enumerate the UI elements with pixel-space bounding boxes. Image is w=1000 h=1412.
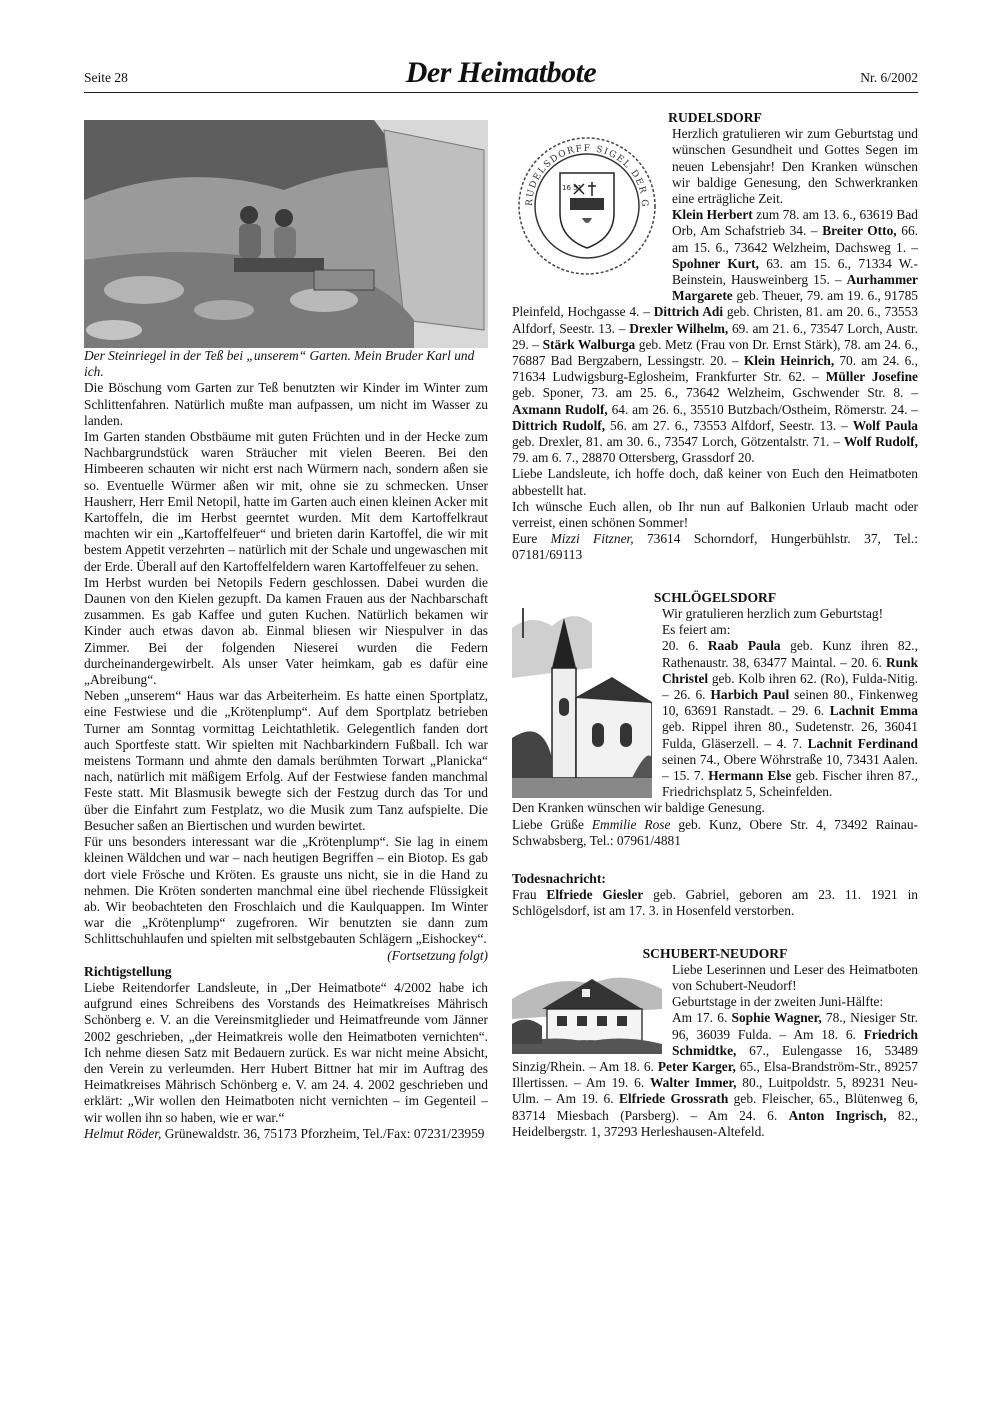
section-heading-schubert-neudorf: SCHUBERT-NEUDORF — [642, 945, 788, 961]
entry-text: geb. Theuer, 79. am 19. 6., 91785 Pleinfeld, Hochgasse 4. – — [512, 288, 918, 320]
person-name: Lachnit Emma — [829, 703, 918, 719]
seal-image — [512, 128, 662, 288]
entry-text: 65., Elsa-Brandström-Str., 89257 Illertissen. – Am 19. 6. — [512, 1058, 918, 1091]
person-name: Klein Heinrich, — [743, 353, 835, 369]
entry-text: geb. Kunz, Obere Str. 4, 73492 Rainau-Schwabsberg, Tel.: 07961/4881 — [512, 816, 918, 848]
photo-river-boys — [84, 120, 488, 348]
person-name: Peter Karger, — [657, 1058, 736, 1074]
person-name: Raab Paula — [707, 638, 781, 654]
person-name: Drexler Wilhelm, — [629, 320, 729, 336]
paragraph: Wir gratulieren herzlich zum Geburtstag! — [662, 605, 884, 621]
section-heading-schloegelsdorf: SCHLÖGELSDORF — [653, 589, 777, 605]
entry-text: 64. am 26. 6., 35510 Butzbach/Ostheim, Römerstr. 24. – — [607, 401, 918, 417]
person-name: Walter Immer, — [650, 1075, 737, 1091]
signature-address: Grünewaldstr. 36, 75173 Pforzheim, Tel./Fax: 07231/23959 — [161, 1125, 485, 1141]
entry-text: geb. Metz (Frau von Dr. Ernst Stärk), 78. am 24. 6., 76887 Bad Bergzabern, Lessingstr. 20. – — [512, 336, 918, 369]
death-notice — [512, 887, 918, 919]
section-heading-todesnachricht: Todesnachricht: — [512, 870, 606, 886]
person-name: Anton Ingrisch, — [788, 1107, 887, 1123]
person-name: Aurhammer Margarete — [672, 272, 918, 304]
person-name: Friedrich Schmidtke, — [672, 1026, 918, 1058]
paragraph: Im Garten standen Obstbäume mit guten Früchten und in der Hecke zum Nachbargrundstück waren Sträucher mit vielen Beeren. Bei den Himbeeren schauten wir nicht erst nach Würmern nach, sondern aßen sie so. Eventuelle Würmer aßen wir mit, ohne sie zu schmecken. Unser Hausherr, Herr Emil Netopil, hatte im Garten auch einen kleinen Acker mit Kartoffeln, die im Herbst geerntet wurden. Mit dem Kartoffelkraut machten wir ein „Kartoffelfeuer“ und brieten darin Kartoffel, die wir mit bestem Appetit verzehrten – natürlich mit der Schale und ungewaschen mit der Erde. Überall auf den Kartoffelfeldern waren Kartoffelfeuer zu sehen. — [84, 429, 488, 574]
entry-text: 20. 6. — [851, 654, 886, 670]
paragraph: Neben „unserem“ Haus war das Arbeiterheim. Es hatte einen Sportplatz, eine Festwiese und die „Krötenplump“. Auf dem Sportplatz betrieben Turner am Sonntag vormittag Leichtathletik. Gelegentlich fanden dort auch Sportfeste statt. Wir spielten mit Nachbarkindern Fußball. Ich war meistens Tormann und ahmte den damals berühmten Torwart „Planicka“ nach, natürlich mit mäßigem Erfolg. Auf der Festwiese fanden manchmal Feste statt. Mit Blasmusik bewegte sich der Festzug durch das Tor und über die Einfahrt zum Festplatz, wo die Musik zum Tanz aufspielte. Die Besucher saßen an Biertischen und wurden bewirtet. — [84, 688, 488, 833]
left-column — [84, 110, 488, 1142]
paragraph: Im Herbst wurden bei Netopils Federn geschlossen. Dabei wurden die Daunen von den Kielen gezupft. Da kamen Frauen aus der Nachbarschaft zusammen. Es gab Kaffee und guten Kuchen. Natürlich bekamen wir Kinder auch etwas davon ab. Einmal bliesen wir Niespulver in das Zimmer. Bei der folgenden Nieserei wurden die Federn durcheinandergewirbelt. Als unser Vater heimkam, gab es dafür eine „Abreibung“. — [84, 574, 488, 688]
person-name: Stärk Walburga — [542, 336, 636, 352]
paragraph: Geburtstage in der zweiten Juni-Hälfte: — [672, 994, 884, 1010]
continuation-note: (Fortsetzung folgt) — [387, 947, 488, 963]
person-name: Harbich Paul — [710, 686, 790, 702]
entry-text: geb. Kunz ihren 82., Rathenaustr. 38, 63477 Maintal. – — [662, 638, 919, 670]
person-name: Spohner Kurt, — [672, 255, 759, 271]
entry-text: geb. Fleischer, 65., Blütenweg 6, 83714 Miesbach (Parsberg). – Am 24. 6. — [512, 1091, 918, 1123]
entry-text: seinen 74., Obere Wöhrstraße 10, 73431 Aalen. – 15. 7. — [662, 751, 918, 783]
svg-text:RUDELSDORFF SIGEL DER GEMEIN — [512, 128, 649, 208]
signature-name: Emmilie Rose — [591, 816, 671, 832]
right-column — [512, 110, 918, 1140]
page-number: Seite 28 — [84, 70, 128, 85]
entry-text: geb. Drexler, 81. am 30. 6., 73547 Lorch, Götzentalstr. 71. – — [512, 434, 844, 450]
masthead: Der Heimatbote — [405, 56, 597, 89]
paragraph: Für uns besonders interessant war die „Krötenplump“. Sie lag in einem kleinen Wäldchen und war – nach heutigen Begriffen – ein Biotop. Es gab dort viele Frösche und Kröten. Es grauste uns nicht, sie in die Hand zu nehmen. Die Kröten sonderten manchmal eine übel riechende Flüssigkeit ab. Wir beobachteten den Froschlaich und die Kaulquappen. Im Winter war die „Krötenplump“ zugefroren. Wir benutzten sie dann zum Schlittschuhlaufen und spielten mit selbstgebauten Schlägern „Eishockey“. — [84, 834, 488, 947]
entry-text: 79. am 6. 7., 28870 Ottersberg, Grassdorf 20. — [512, 450, 755, 466]
person-name: Hermann Else — [708, 767, 792, 783]
entry-text: zum 78. am 13. 6., 63619 Bad Orb, Am Schafstrieb 34. – — [672, 207, 918, 239]
paragraph: Herzlich gratulieren wir zum Geburtstag und wünschen Gesundheit und Gottes Segen im neuen Lebensjahr! Den Kranken wünschen wir baldige Genesung, den Schwerkranken eine erträgliche Zeit. — [672, 126, 918, 207]
signature — [84, 1126, 488, 1142]
entry-text: seinen 80., Finkenweg 10, 63691 Ranstadt. – 29. 6. — [662, 686, 918, 719]
page-header — [84, 58, 918, 93]
person-name: Dittrich Adi — [653, 304, 724, 320]
entry-text: Eure — [512, 531, 551, 547]
entry-text: geb. Rippel ihren 80., Sudetenstr. 26, 36041 Fulda, Gläserzell. – 4. 7. — [662, 719, 918, 751]
entry-text: geb. Kolb ihren 62. (Ro), Fulda-Nitig. – 26. 6. — [662, 670, 918, 702]
section-heading-rudelsdorf: RUDELSDORF — [668, 110, 762, 125]
person-name: Breiter Otto, — [822, 223, 897, 239]
church-image — [512, 608, 652, 798]
signature-name: Mizzi Fitzner, — [550, 531, 634, 547]
entry-text: 69. am 21. 6., 73547 Lorch, Austr. 29. – — [512, 320, 918, 352]
signature-name: Helmut Röder, — [84, 1125, 162, 1141]
entry-text: 20. 6. — [662, 638, 708, 654]
signature — [512, 817, 918, 849]
paragraph: Liebe Reitendorfer Landsleute, in „Der Heimatbote“ 4/2002 habe ich aufgrund eines Schreibens des Vorstands des Heimatkreises Mährisch Schönberg e. V. an die Vereinsmitglieder und Heimatfreunde vom Jänner 2002 geschrieben, „der Heimatkreis wolle den Heimatboten vernichten“. Ich nehme diesen Satz mit Bedauern zurück. Es war nicht meine Absicht, den Verein zu verleumden. Herr Hubert Bittner hat mir im Auftrag des Heimatkreises Mährisch Schönberg e. V. am 24. 4. 2002 geschrieben und erklärt: „Wir wollen den Heimatboten nicht vernichten – im Gegenteil – wir wollen ihn so haben, wie er war.“ — [84, 979, 488, 1125]
entry-text: geb. Gabriel, geboren am 23. 11. 1921 in Schlögelsdorf, ist am 17. 3. in Hosenfeld verstorben. — [512, 887, 918, 919]
person-name: Wolf Rudolf, — [843, 434, 918, 450]
paragraph: Liebe Leserinnen und Leser des Heimatboten von Schubert-Neudorf! — [672, 961, 918, 993]
entry-text: 66. am 15. 6., 73642 Welzheim, Dachsweg 1. – — [672, 223, 918, 255]
person-name: Müller Josefine — [825, 369, 918, 385]
entry-text: 73614 Schorndorf, Hungerbühlstr. 37, Tel.: 07181/69113 — [512, 531, 918, 563]
person-name: Elfriede Grossrath — [618, 1091, 729, 1107]
house-image — [512, 964, 662, 1054]
entry-text: Frau — [512, 887, 547, 903]
entry-text: 82., Heidelbergstr. 1, 37293 Herleshausen-Altefeld. — [512, 1107, 919, 1139]
entry-text: Liebe Grüße — [512, 816, 592, 832]
paragraph: Es feiert am: — [662, 622, 731, 638]
entry-text: 80., Luitpoldstr. 5, 89231 Neu-Ulm. – Am 19. 6. — [512, 1075, 919, 1107]
signature — [512, 531, 918, 563]
paragraph: Liebe Landsleute, ich hoffe doch, daß keiner von Euch den Heimatboten abbestellt hat. — [512, 466, 918, 498]
rudelsdorf-seal — [512, 128, 662, 288]
section-heading-richtigstellung: Richtigstellung — [84, 963, 172, 979]
person-name: Elfriede Giesler — [546, 887, 644, 903]
entry-text: 63. am 15. 6., 71334 W.-Beinstein, Hausweinberg 15. – — [672, 255, 918, 288]
photo-caption: Der Steinriegel in der Teß bei „unserem“ Garten. Mein Bruder Karl und ich. — [84, 348, 475, 380]
entry-text: 56. am 27. 6., 73553 Alfdorf, Seestr. 13. – — [605, 417, 853, 433]
entry-text: geb. Sponer, 73. am 25. 6., 73642 Welzheim, Gschwender Str. 8. – — [512, 385, 918, 401]
seal-text: RUDELSDORFF SIGEL DER G — [524, 144, 650, 209]
issue-number: Nr. 6/2002 — [860, 70, 918, 85]
paragraph: Ich wünsche Euch allen, ob Ihr nun auf Balkonien Urlaub macht oder verreist, einen schönen Sommer! — [512, 498, 918, 531]
entry-text: 67., Eulengasse 16, 53489 Sinzig/Rhein. – Am 18. 6. — [512, 1042, 918, 1074]
paragraph: Die Böschung vom Garten zur Teß benutzten wir Kinder im Winter zum Schlittenfahren. Natürlich mußte man aufpassen, um nicht im Wasser zu landen. — [84, 380, 488, 428]
person-name: Runk Christel — [662, 654, 919, 686]
person-name: Sophie Wagner, — [731, 1010, 822, 1026]
entry-text: Am 17. 6. — [672, 1010, 732, 1026]
person-name: Wolf Paula — [852, 417, 919, 433]
person-name: Lachnit Ferdinand — [807, 735, 918, 751]
entry-text: geb. Christen, 81. am 20. 6., 73553 Alfdorf, Seestr. 13. – — [512, 304, 918, 336]
entry-text: 70. am 24. 6., 71634 Ludwigsburg-Eglosheim, Frankfurter Str. 62. – — [512, 353, 918, 385]
person-name: Klein Herbert — [672, 207, 753, 223]
entry-text: geb. Fischer ihren 87., Friedrichsplatz 5, Scheinfelden. — [662, 767, 919, 800]
person-name: Axmann Rudolf, — [512, 401, 608, 417]
seal-year: 16 51 — [562, 184, 583, 193]
entry-text: 78., Niesiger Str. 96, 36039 Fulda. – Am 18. 6. — [672, 1010, 918, 1042]
paragraph: Den Kranken wünschen wir baldige Genesung. — [512, 800, 765, 816]
photo-image — [84, 120, 488, 348]
person-name: Dittrich Rudolf, — [512, 417, 606, 433]
